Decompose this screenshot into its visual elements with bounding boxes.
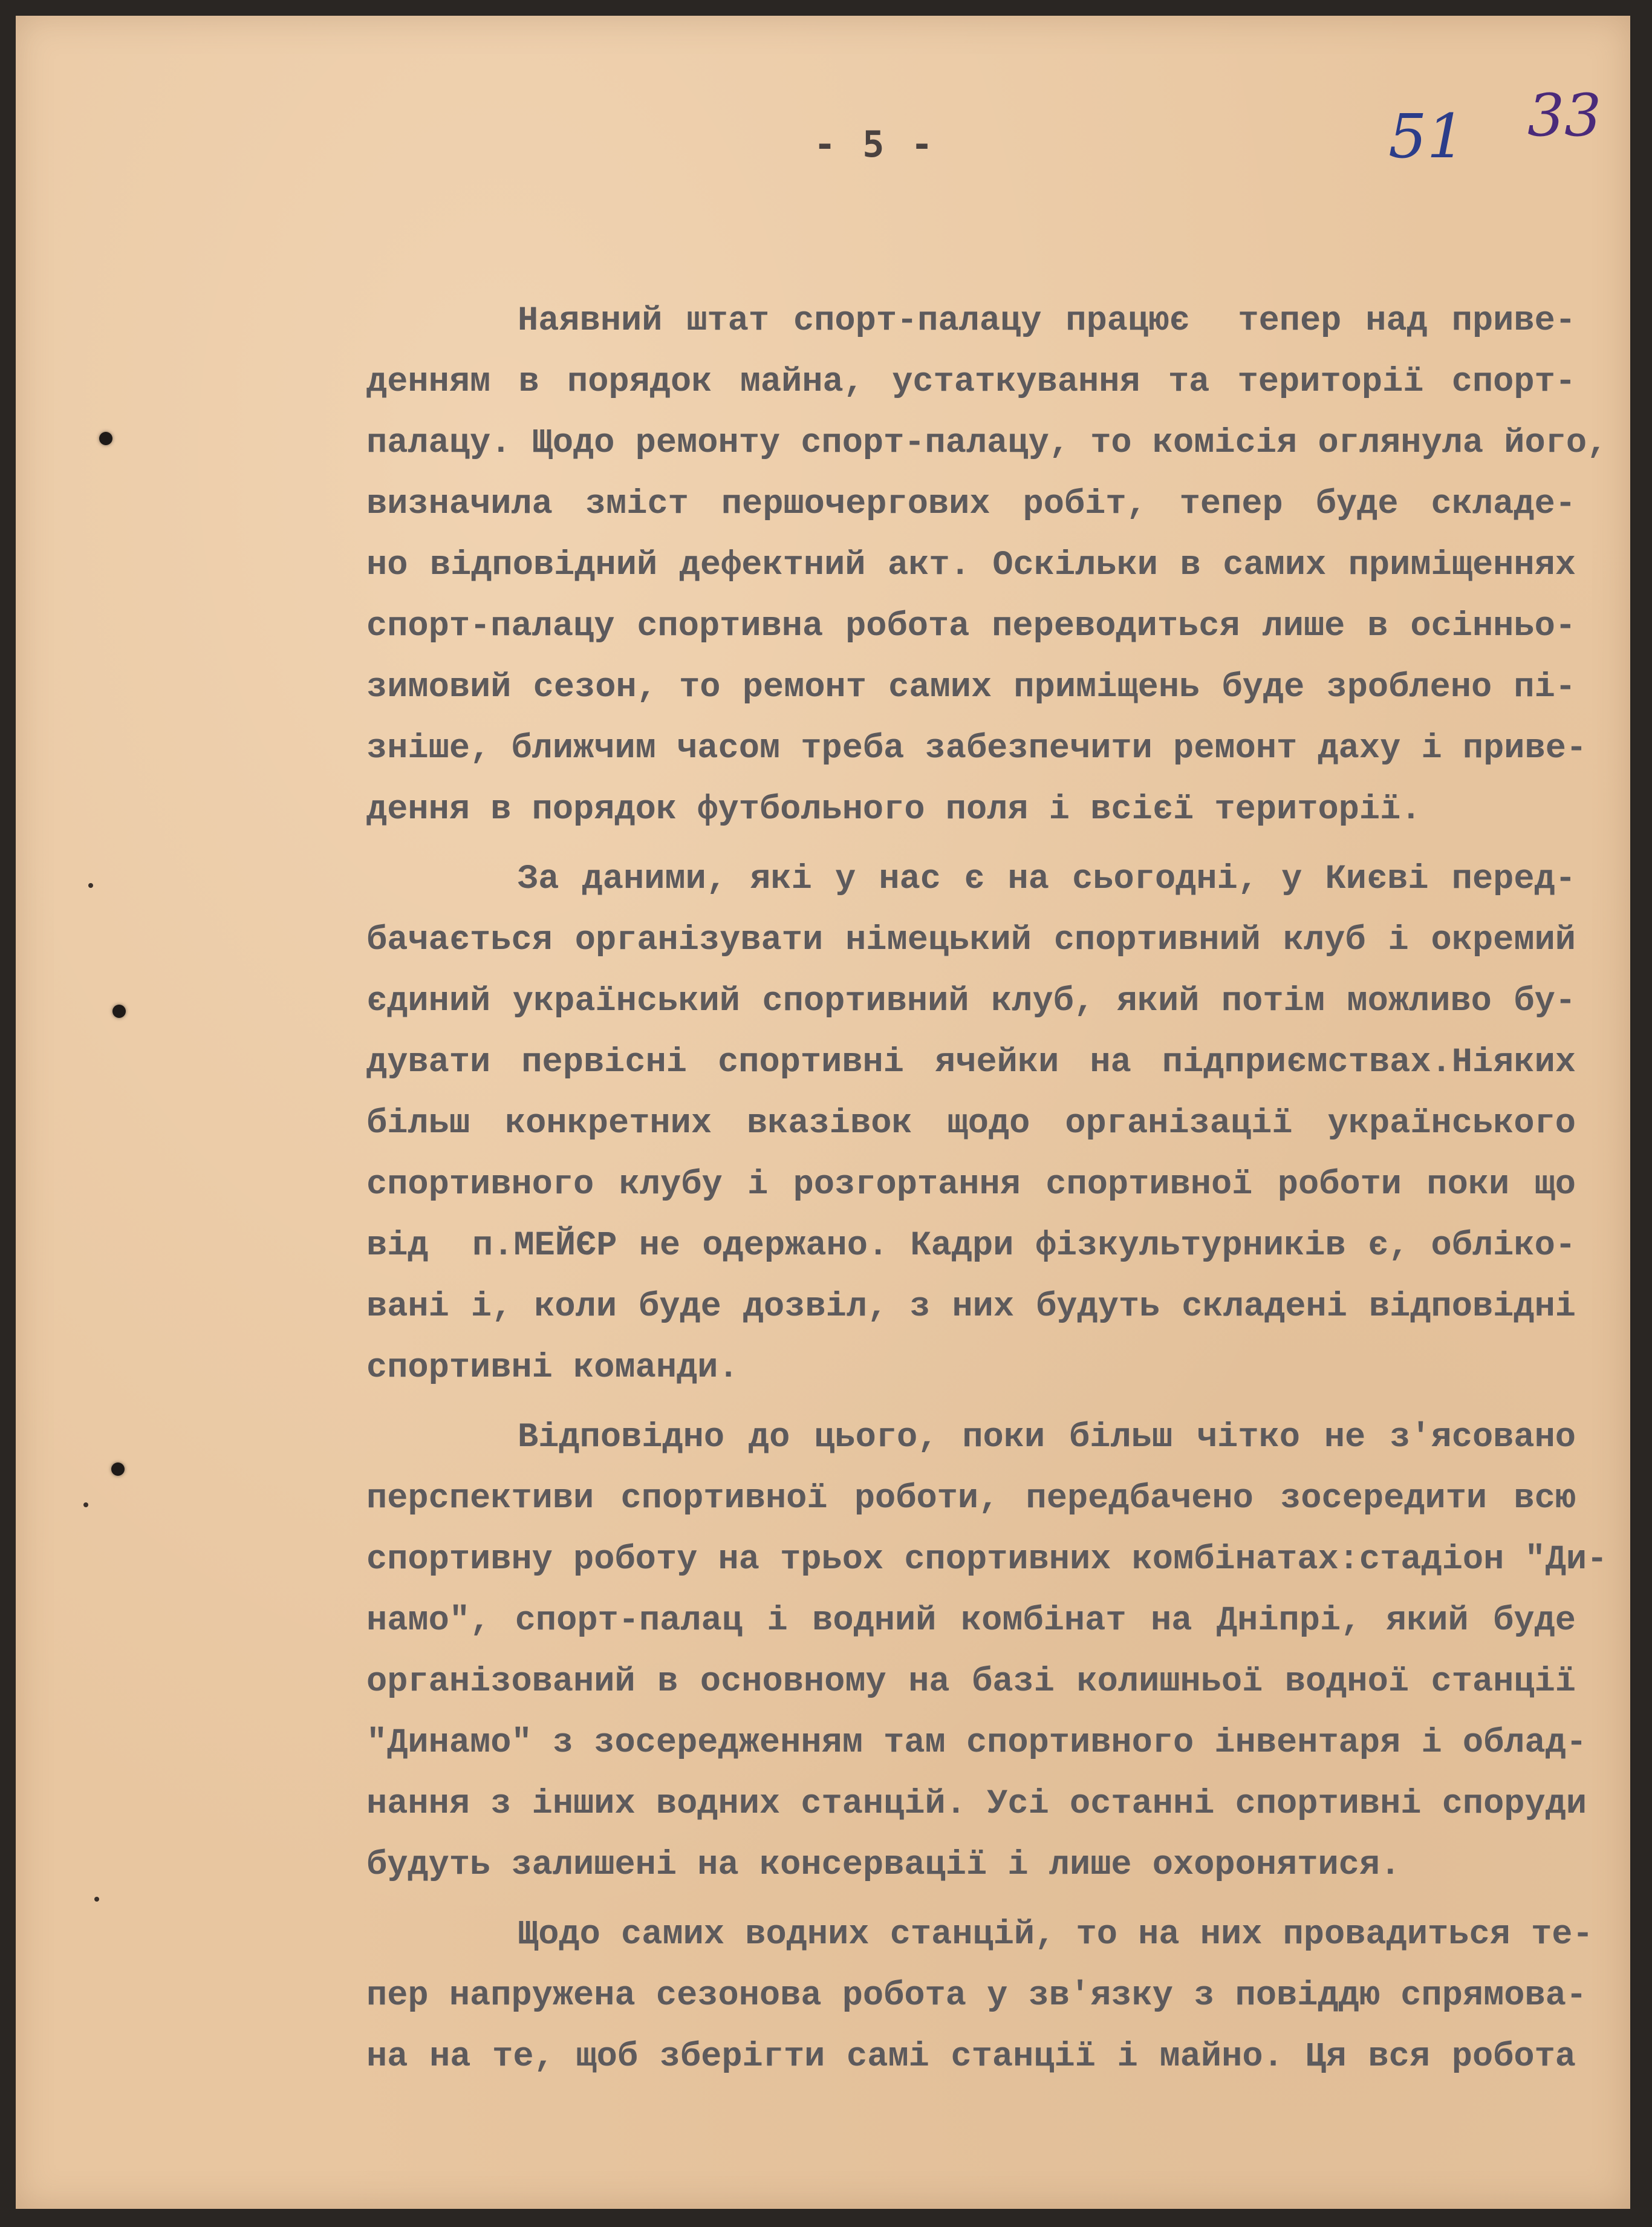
text-line: За даними, які у нас є на сьогодні, у Києві перед- (518, 860, 1576, 899)
text-line: спортивного клубу і розгортання спортивної роботи поки що (366, 1166, 1576, 1204)
text-line: намо", спорт-палац і водний комбінат на Дніпрі, який буде (366, 1602, 1576, 1640)
handwritten-folio-violet: 33 (1527, 82, 1602, 149)
punch-hole (99, 432, 112, 445)
paper-speck (88, 883, 93, 888)
text-line: бачається організувати німецький спортивний клуб і окремий (366, 921, 1576, 960)
text-line: спорт-палацу спортивна робота переводиться лише в осінньо- (366, 607, 1576, 646)
text-line: перспективи спортивної роботи, передбачено зосередити всю (366, 1479, 1576, 1518)
typewritten-body (366, 291, 1608, 2088)
text-line: пер напружена сезонова робота у зв'язку з повіддю спрямова- (366, 1977, 1587, 2015)
text-line: будуть залишені на консервації і лише охоронятися. (366, 1846, 1401, 1885)
paragraph-3 (366, 1407, 1608, 1896)
text-line: вані і, коли буде дозвіл, з них будуть складені відповідні (366, 1288, 1576, 1326)
punch-hole (111, 1462, 125, 1476)
text-line: більш конкретних вказівок щодо організації українського (366, 1104, 1576, 1143)
text-line: зніше, ближчим часом треба забезпечити ремонт даху і приве- (366, 729, 1587, 768)
text-line: но відповідний дефектний акт. Оскільки в самих приміщеннях (366, 546, 1576, 585)
text-line: дення в порядок футбольного поля і всієї території. (366, 791, 1422, 829)
text-line: від п.МЕЙЄР не одержано. Кадри фізкультурників є, облікo- (366, 1227, 1576, 1265)
paper-speck (83, 1502, 88, 1507)
text-line: на на те, щоб зберігти самі станції і майно. Ця вся робота (366, 2038, 1576, 2076)
paragraph-1 (366, 291, 1608, 841)
handwritten-folio-blue: 51 (1388, 101, 1466, 172)
text-line: Наявний штат спорт-палацу працює тепер над приве- (518, 302, 1576, 341)
text-line: організований в основному на базі колишньої водної станції (366, 1663, 1576, 1701)
paragraph-4 (366, 1905, 1593, 2088)
text-line: Відповідно до цього, поки більш чітко не з'ясовано (518, 1418, 1576, 1457)
text-line: спортивні команди. (366, 1349, 739, 1387)
text-line: Щодо самих водних станцій, то на них провадиться те- (518, 1916, 1593, 1954)
text-line: спортивну роботу на трьох спортивних комбінатах:стадіон "Ди- (366, 1541, 1608, 1579)
text-line: зимовий сезон, то ремонт самих приміщень буде зроблено пі- (366, 668, 1576, 707)
punch-hole (112, 1005, 126, 1018)
paragraph-2 (366, 849, 1576, 1399)
page-number: - 5 - (814, 123, 935, 166)
text-line: "Динамо" з зосередженням там спортивного інвентаря і облад- (366, 1724, 1587, 1762)
paper-speck (94, 1897, 99, 1902)
text-line: дувати первісні спортивні ячейки на підприємствах.Ніяких (366, 1043, 1576, 1082)
document-page (16, 16, 1630, 2209)
text-line: палацу. Щодо ремонту спорт-палацу, то комісія оглянула його, (366, 424, 1608, 463)
text-line: денням в порядок майна, устаткування та території спорт- (366, 363, 1576, 402)
text-line: нання з інших водних станцій. Усі останні спортивні споруди (366, 1785, 1587, 1824)
text-line: визначила зміст першочергових робіт, тепер буде складе- (366, 485, 1576, 524)
text-line: єдиний український спортивний клуб, який потім можливо бу- (366, 982, 1576, 1021)
